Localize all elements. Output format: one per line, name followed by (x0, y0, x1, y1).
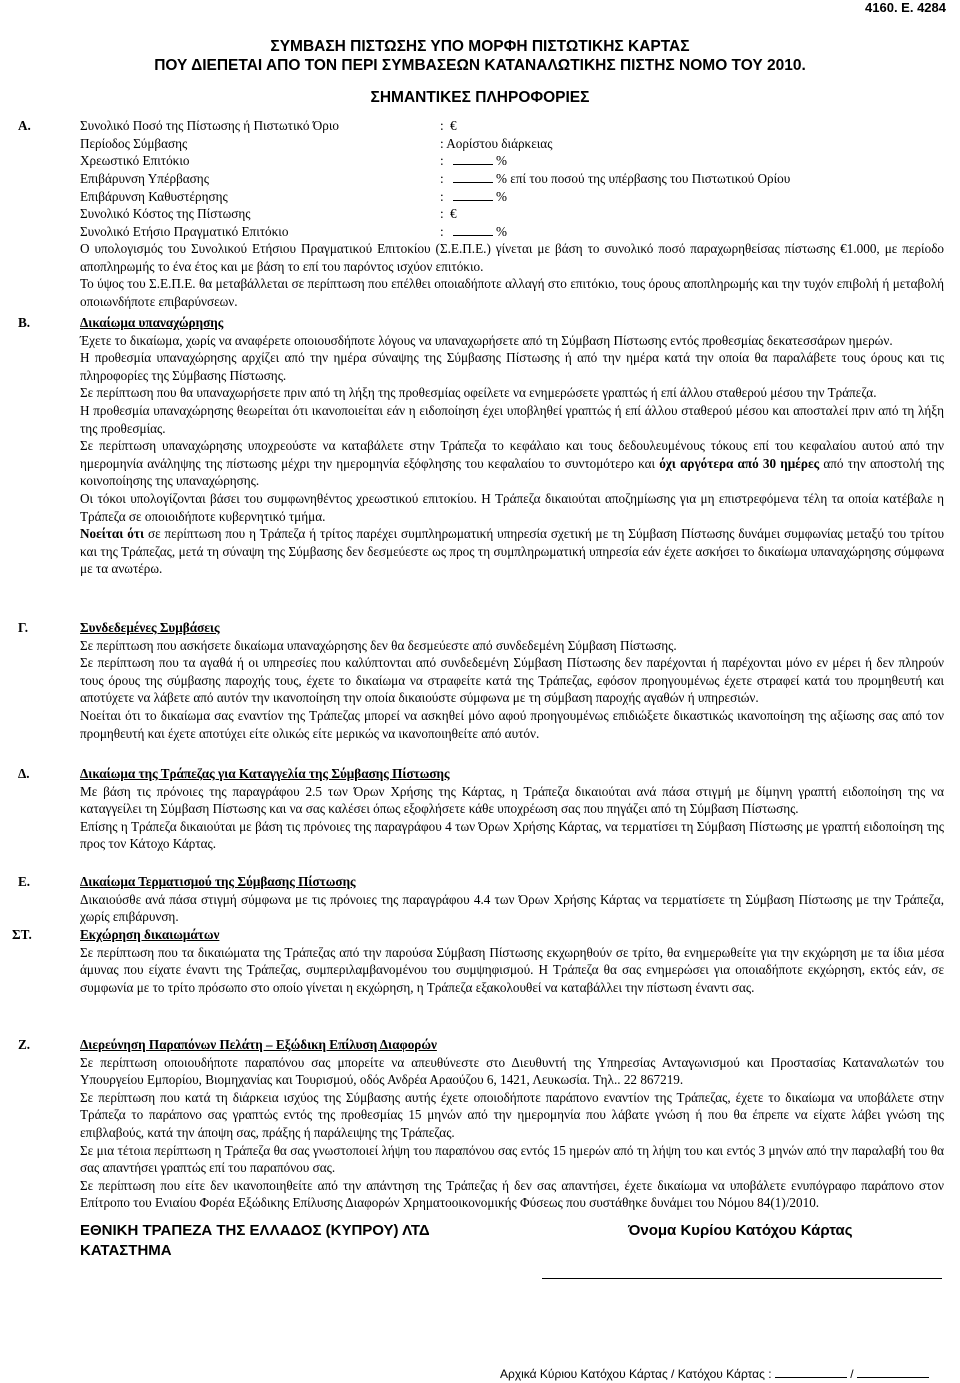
blank-field[interactable] (453, 170, 493, 183)
section-g-para-3: Νοείται ότι το δικαίωμα σας εναντίον της Τράπεζας μπορεί να ασκηθεί μόνο αφού προηγουμένως επιδιώξετε δικαστικώς ικανοποίηση της αξίωσης σας από τον προμηθευτή και έχετε αποτύχει είτε ολικώς είτε μερικώς να ικανοποιηθείτε από αυτόν. (80, 707, 944, 741)
summary-value-text: % (496, 153, 507, 169)
branch-label: ΚΑΤΑΣΤΗΜΑ (80, 1242, 172, 1259)
summary-section (18, 117, 944, 241)
section-e-heading: Δικαίωμα Τερματισμού της Σύμβασης Πίστωσης (80, 874, 356, 889)
summary-value (450, 170, 790, 188)
section-g-para-2: Σε περίπτωση που τα αγαθά ή οι υπηρεσίες που καλύπτονται από συνδεδεμένη Σύμβαση Πίστωσης δεν παρέχονται ή παρέχονται μόνο εν μέρει ή δεν πληρούν τους όρους της σύμβασης παροχής τους, έχετε το δικαίωμα να στραφείτε κατά της Τράπεζας, εφόσον προηγουμένως έχετε στραφεί κατά του προμηθευτή και αποτύχετε να λάβετε από αυτόν την ικανοποίηση την οποία δικαιούστε σύμφωνα με τη σύμβαση παροχής αγαθών ή υπηρεσιών. (80, 655, 944, 706)
summary-colon: : (440, 118, 444, 133)
initials-label: Αρχικά Κύριου Κατόχου Κάρτας / Κατόχου Κάρτας : (500, 1367, 772, 1381)
section-z-para-2: Σε περίπτωση που κατά τη διάρκεια ισχύος της Σύμβασης αυτής έχετε οποιοδήποτε παράπονο εναντίον της Τράπεζας, έχετε το δικαίωμα να υποβάλετε στην Τράπεζα το παράπονο σας γραπτώς εντός της προθεσμίας 15 μηνών από την ημερομηνία που λάβατε γνώση ή που θα έπρεπε να είχατε λάβει γνώση της επιβλαβούς, κατά την άποψη σας, πράξης ή παράλειψης της Τράπεζας. (80, 1089, 944, 1140)
section-d-heading: Δικαίωμα της Τράπεζας για Καταγγελία της Σύμβασης Πίστωσης (80, 766, 450, 781)
sepe-change-paragraph: Το ύψος του Σ.Ε.Π.Ε. θα μεταβάλλεται σε περίπτωση που επέλθει οποιαδήποτε αλλαγή στο επιτόκιο, τους όρους αποπληρωμής και την τυχόν επιβολή ή μεταβολή οποιωνδήποτε επιβαρύνσεων. (80, 276, 944, 309)
summary-label: Συνολικό Κόστος της Πίστωσης (80, 206, 251, 222)
summary-row (32, 188, 944, 206)
section-b-heading: Δικαίωμα υπαναχώρησης (80, 315, 224, 330)
sepe-calc-paragraph: Ο υπολογισμός του Συνολικού Ετήσιου Πραγματικού Επιτοκίου (Σ.Ε.Π.Ε.) γίνεται με βάση το συνολικό ποσό παραχωρηθείσας πίστωσης €1.000, με περίοδο αποπληρωμής το ένα έτος και με βάση το επί του παρόντος ισχύον επιτόκιο. (80, 241, 944, 274)
summary-row (32, 170, 944, 188)
summary-row (32, 205, 944, 223)
section-z-para-1: Σε περίπτωση οποιουδήποτε παραπόνου σας μπορείτε να απευθύνεστε στο Διευθυντή της Υπηρεσίας Ανταγωνισμού και Προστασίας Καταναλωτών του Υπουργείου Εμπορίου, Βιομηχανίας και Τουρισμού, οδός Ανδρέα Αραούζου 6, 1421, Λευκωσία. Τηλ.. 22 867219. (80, 1054, 944, 1088)
section-z-para-3: Σε μια τέτοια περίπτωση η Τράπεζα θα σας γνωστοποιεί λήψη του παραπόνου σας εντός 15 ημερών από τη λήψη του και εντός 3 μηνών από την παραλαβή του θα σας απαντήσει γραπτώς επί του παραπόνου σας. (80, 1142, 944, 1176)
summary-rows (18, 117, 944, 241)
summary-value (450, 117, 457, 135)
cardholder-name-label: Όνομα Κυρίου Κατόχου Κάρτας (628, 1222, 853, 1239)
section-b-para-3: Σε περίπτωση που θα υπαναχωρήσετε πριν από τη λήξη της προθεσμίας οφείλετε να ενημερώσετε γραπτώς ή επί άλλου σταθερού μέσου την Τράπεζα. (80, 385, 877, 401)
section-e-para-1: Δικαιούσθε ανά πάσα στιγμή σύμφωνα με τις πρόνοιες της παραγράφου 4.4 των Όρων Χρήσης Κάρτας να τερματίσετε τη Σύμβαση Πίστωσης με την Τράπεζα, χωρίς επιβάρυνση. (80, 891, 944, 925)
summary-label: Χρεωστικό Επιτόκιο (80, 153, 190, 169)
summary-label: Συνολικό Ετήσιο Πραγματικό Επιτόκιο (80, 224, 289, 240)
document-title-line-2: ΠΟΥ ΔΙΕΠΕΤΑΙ ΑΠΟ ΤΟΝ ΠΕΡΙ ΣΥΜΒΑΣΕΩΝ ΚΑΤΑΝΑΛΩΤΙΚΗΣ ΠΙΣΤΗΣ ΝΟΜΟ ΤΟΥ 2010. (154, 57, 806, 74)
section-st-heading: Εκχώρηση δικαιωμάτων (80, 927, 220, 942)
blank-field[interactable] (453, 152, 493, 165)
summary-value (450, 152, 507, 170)
section-st-para-1: Σε περίπτωση που τα δικαιώματα της Τράπεζας από την παρούσα Σύμβαση Πίστωσης εκχωρηθούν σε τρίτο, θα ενημερωθείτε για την εκχώρηση με τα ίδια μέσα άμυνας που είχατε έναντι της Τράπεζας, συμπεριλαμβανομένου του συμψηφισμού. Η Τράπεζα θα σας ενημερώσει για οποιαδήποτε εκχώρηση, εκτός εάν, σε συμφωνία με το τρίτο πρόσωπο στο οποίο γίνεται η εκχώρηση, η Τράπεζα εξακολουθεί να καταβάλλει την πίστωση έναντι σας. (80, 944, 944, 995)
blank-field[interactable] (453, 223, 493, 236)
section-d-letter: Δ. (18, 766, 30, 781)
section-z-heading: Διερεύνηση Παραπόνων Πελάτη – Εξώδικη Επίλυση Διαφορών (80, 1037, 437, 1052)
summary-value-text: % επί του ποσού της υπέρβασης του Πιστωτικού Ορίου (496, 171, 791, 187)
cardholder-signature-line[interactable] (542, 1278, 942, 1279)
summary-colon: : (440, 206, 444, 222)
deadline-emphasis: όχι αργότερα από 30 ημέρες (659, 455, 820, 471)
summary-value (450, 223, 507, 241)
initials-field-1[interactable] (775, 1366, 847, 1378)
initials-separator: / (850, 1367, 854, 1381)
summary-value-text: % (496, 188, 507, 204)
summary-label: Περίοδος Σύμβασης (80, 135, 188, 151)
summary-colon: : (440, 188, 444, 204)
summary-colon: : (440, 224, 444, 240)
section-b-para-7: Νοείται ότι σε περίπτωση που η Τράπεζα ή τρίτος παρέχει συμπληρωματική υπηρεσία σχετική με τη Σύμβαση Πίστωσης δυνάμει συμφωνίας μεταξύ του τρίτου και της Τράπεζας, μετά τη σύναψη της Σύμβασης δεν δεσμεύεστε ως προς τη συμπληρωματική υπηρεσία εάν έχετε ασκήσει το δικαίωμα υπαναχώρησης σύμφωνα με τα ανωτέρω. (80, 526, 944, 577)
summary-row (32, 152, 944, 170)
section-b-para-5: Σε περίπτωση υπαναχώρησης υποχρεούστε να καταβάλετε στην Τράπεζα το κεφάλαιο και τους δεδουλευμένους τόκους επί του κεφαλαίου αυτού από την ημερομηνία ανάληψης της πίστωσης μέχρι την ημερομηνία εξόφλησης του κεφαλαίου το συντομότερο και όχι αργότερα από 30 ημέρες από την αποστολή της κοινοποίησης της υπαναχώρησης. (80, 438, 944, 489)
summary-value (450, 205, 457, 223)
page-reference: 4160. Ε. 4284 (865, 0, 946, 15)
summary-value (440, 135, 552, 153)
section-b-para-2: Η προθεσμία υπαναχώρησης αρχίζει από την ημέρα σύναψης της Σύμβασης Πίστωσης ή από την ημέρα κατά την οποία θα παραλάβετε τους όρους και τις πληροφορίες της Σύμβασης Πίστωσης. (80, 350, 944, 383)
section-b-para-4: Η προθεσμία υπαναχώρησης θεωρείται ότι ικανοποιείται εάν η ειδοποίηση έχει υποβληθεί γραπτώς ή επί άλλου σταθερού μέσου και αποσταλεί πριν από τη λήξη της προθεσμίας. (80, 402, 944, 436)
section-z (80, 1036, 944, 1212)
summary-value-text: € (450, 118, 457, 133)
section-d (80, 765, 944, 853)
summary-label: Επιβάρυνση Υπέρβασης (80, 171, 209, 187)
initials-field-2[interactable] (857, 1366, 929, 1378)
section-a-paragraphs (80, 240, 944, 310)
section-g-para-1: Σε περίπτωση που ασκήσετε δικαίωμα υπαναχώρησης δεν θα δεσμεύεστε από συνδεδεμένη Σύμβαση Πίστωσης. (80, 637, 677, 653)
document-title-line-1: ΣΥΜΒΑΣΗ ΠΙΣΤΩΣΗΣ ΥΠΟ ΜΟΡΦΗ ΠΙΣΤΩΤΙΚΗΣ ΚΑΡΤΑΣ (270, 38, 690, 55)
initials-footer (500, 1366, 929, 1381)
section-b-para-6: Οι τόκοι υπολογίζονται βάσει του συμφωνηθέντος χρεωστικού επιτοκίου. Η Τράπεζα δικαιούται αποζημίωσης για μη επιστρεφόμενα τέλη τα οποία κατέβαλε η Τράπεζα σε οποιοιδήποτε κυβερνητικό τμήμα. (80, 490, 944, 524)
summary-label: Συνολικό Ποσό της Πίστωσης ή Πιστωτικό Όριο (80, 118, 339, 133)
section-z-para-4: Σε περίπτωση που είτε δεν ικανοποιηθείτε από την απάντηση της Τράπεζας ή δεν σας απαντήσει, έχετε δικαίωμα να υποβάλετε ενυπόγραφο παράπονο στον Επίτροπο του Ενιαίου Φορέα Εξώδικης Επίλυσης Διαφορών Χρηματοοικονομικής Φύσεως που συστάθηκε δυνάμει του Νόμου 84(1)/2010. (80, 1177, 944, 1211)
section-d-para-1: Με βάση τις πρόνοιες της παραγράφου 2.5 των Όρων Χρήσης της Κάρτας, η Τράπεζα δικαιούται ανά πάσα στιγμή με δίμηνη γραπτή ειδοποίηση της να καταγγείλει τη Σύμβαση Πίστωσης και να σας καλέσει όπως εξοφλήσετε κάθε υποχρέωση σας που πηγάζει από τη Σύμβαση Πίστωσης. (80, 783, 944, 817)
summary-row (32, 223, 944, 241)
summary-row (18, 117, 944, 135)
section-b (80, 314, 944, 578)
summary-colon: : (440, 171, 444, 187)
section-b-para-1: Έχετε το δικαίωμα, χωρίς να αναφέρετε οποιουσδήποτε λόγους να υπαναχωρήσετε από τη Σύμβαση Πίστωσης εντός προθεσμίας δεκατεσσάρων ημερών. (80, 332, 893, 348)
section-a-letter: Α. (18, 118, 31, 133)
bank-name: ΕΘΝΙΚΗ ΤΡΑΠΕΖΑ ΤΗΣ ΕΛΛΑΔΟΣ (ΚΥΠΡΟΥ) ΛΤΔ (80, 1222, 430, 1239)
important-info-heading: ΣΗΜΑΝΤΙΚΕΣ ΠΛΗΡΟΦΟΡΙΕΣ (370, 89, 590, 106)
section-g-heading: Συνδεδεμένες Συμβάσεις (80, 620, 220, 635)
summary-value (450, 188, 507, 206)
summary-value-text: % (496, 224, 507, 240)
section-e-letter: Ε. (18, 874, 31, 889)
section-st-letter: ΣΤ. (12, 927, 32, 942)
section-z-letter: Ζ. (18, 1037, 31, 1052)
section-b-letter: Β. (18, 315, 31, 330)
summary-value-text: € (450, 206, 457, 222)
summary-colon: : (440, 153, 444, 169)
section-e (80, 873, 944, 926)
summary-label: Επιβάρυνση Καθυστέρησης (80, 188, 228, 204)
summary-value-text: : Αορίστου διάρκειας (440, 135, 553, 151)
blank-field[interactable] (453, 188, 493, 201)
section-st (80, 926, 944, 996)
section-d-para-2: Επίσης η Τράπεζα δικαιούται με βάση τις πρόνοιες της παραγράφου 4 των Όρων Χρήσης Κάρτας, να τερματίσει τη Σύμβαση Πίστωσης με γραπτή ειδοποίηση της προς τον Κάτοχο Κάρτας. (80, 818, 944, 852)
summary-row (32, 135, 944, 153)
section-g-letter: Γ. (18, 620, 29, 635)
section-g (80, 619, 944, 742)
